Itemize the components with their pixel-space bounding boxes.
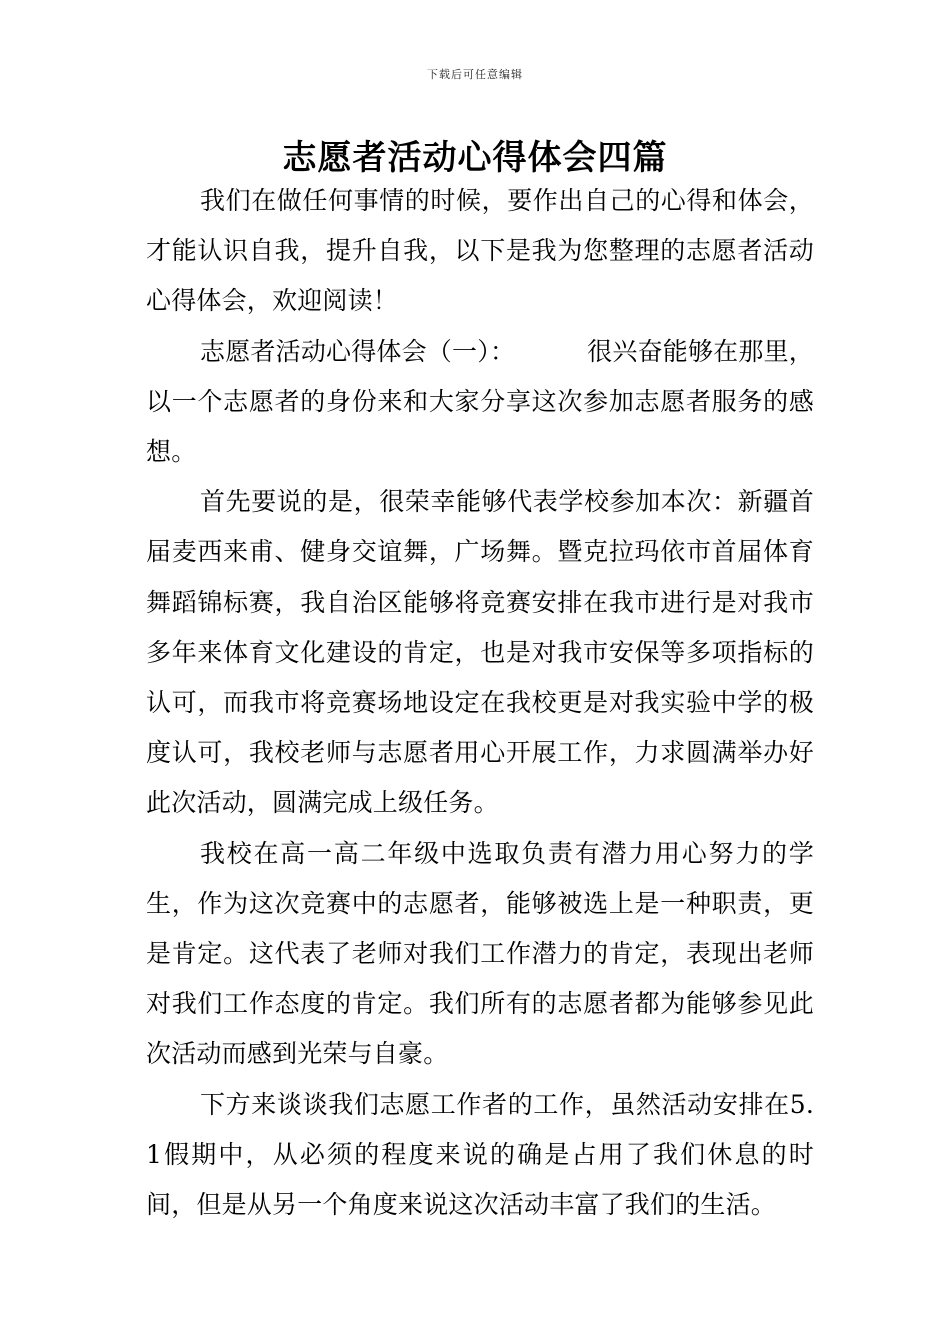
body-paragraph: 我校在高一高二年级中选取负责有潜力用心努力的学生，作为这次竞赛中的志愿者，能够被选上是一种职责，更是肯定。这代表了老师对我们工作潜力的肯定，表现出老师对我们工作态度的肯定。我们所有的志愿者都为能够参见此次活动而感到光荣与自豪。 <box>146 838 814 1069</box>
section-lead: 很兴奋能够在那里，以一个志愿者的身份来和大家分享这次参加志愿者服务的感想。 <box>146 336 814 467</box>
document-title: 志愿者活动心得体会四篇 <box>282 138 668 178</box>
section-paragraph <box>146 327 814 478</box>
body-paragraph: 下方来谈谈我们志愿工作者的工作，虽然活动安排在5.1假期中，从必须的程度来说的确是占用了我们休息的时间，但是从另一个角度来说这次活动丰富了我们的生活。 <box>146 1089 814 1220</box>
document-body <box>146 176 814 1230</box>
body-paragraph: 首先要说的是，很荣幸能够代表学校参加本次：新疆首届麦西来甫、健身交谊舞，广场舞。暨克拉玛依市首届体育舞蹈锦标赛，我自治区能够将竞赛安排在我市进行是对我市多年来体育文化建设的肯定，也是对我市安保等多项指标的认可，而我市将竞赛场地设定在我校更是对我实验中学的极度认可，我校老师与志愿者用心开展工作，力求圆满举办好此次活动，圆满完成上级任务。 <box>146 487 814 818</box>
section-heading: 志愿者活动心得体会（一）： <box>200 336 516 366</box>
intro-paragraph: 我们在做任何事情的时候，要作出自己的心得和体会，才能认识自我，提升自我，以下是我为您整理的志愿者活动心得体会，欢迎阅读！ <box>146 186 814 316</box>
header-note: 下载后可任意编辑 <box>427 68 523 81</box>
